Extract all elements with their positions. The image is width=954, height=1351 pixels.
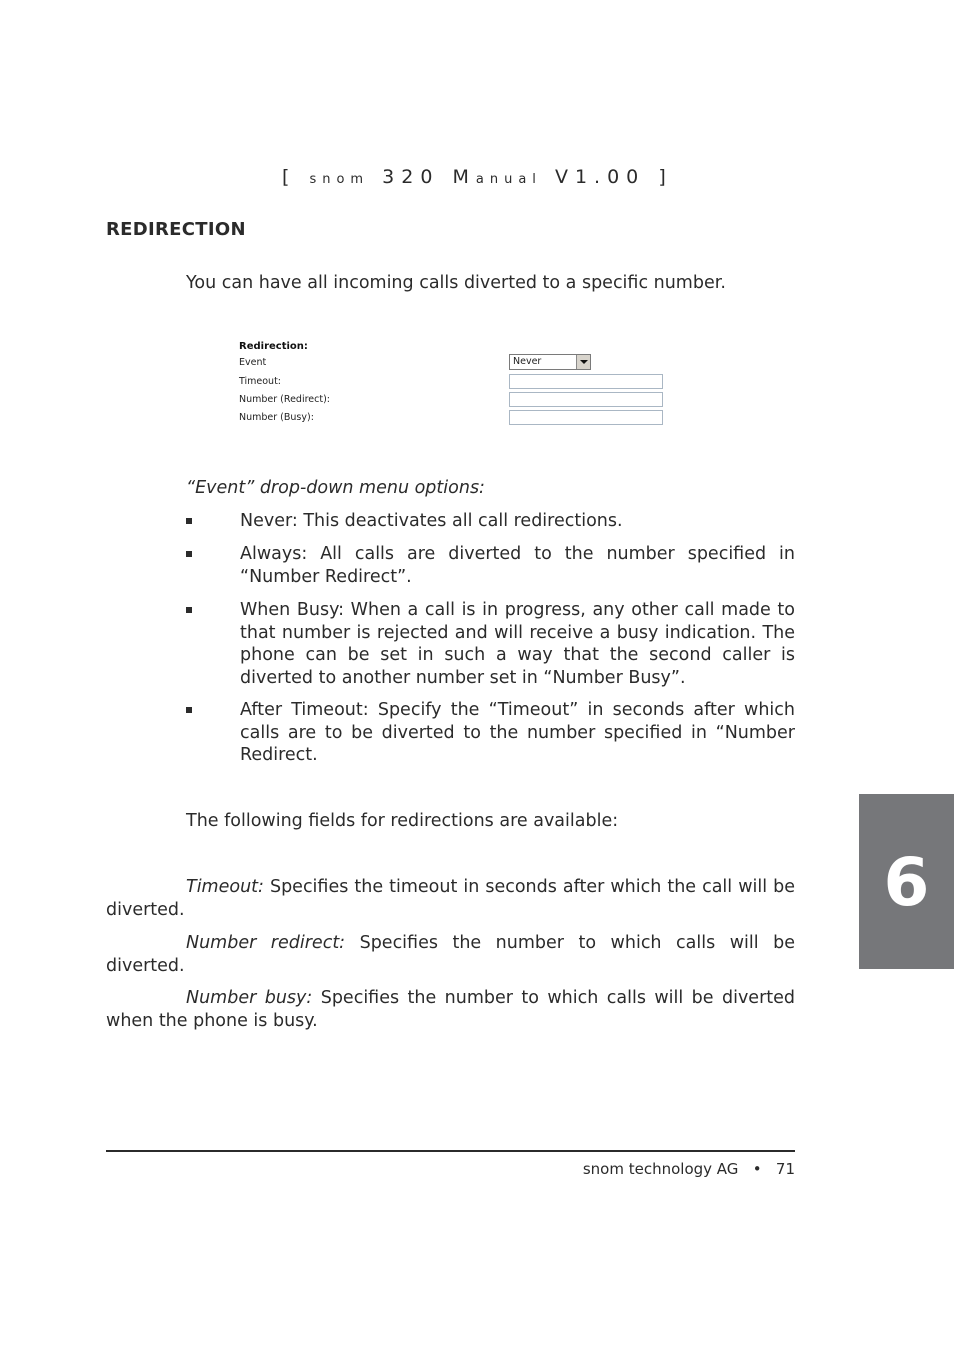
footer-rule: [106, 1150, 795, 1152]
header-manual-initial: M: [452, 166, 476, 188]
event-label: Event: [239, 357, 267, 368]
field-number-busy: [106, 987, 795, 1032]
dropdown-arrow-icon[interactable]: [576, 355, 590, 369]
bullet-icon: [186, 518, 192, 524]
bullet-icon: [186, 707, 192, 713]
field-number-redirect: [106, 932, 795, 977]
option-after-timeout: After Timeout: Specify the “Timeout” in seconds after which calls are to be diverted to the number specified in “Number Redirect.: [240, 700, 795, 765]
header-manual: [452, 166, 541, 188]
field-desc: Specifies the number to which calls will be diverted when the phone is busy.: [106, 988, 795, 1031]
header-open-bracket: [: [282, 166, 297, 188]
event-select-value: Never: [513, 356, 542, 367]
number-busy-label: Number (Busy):: [239, 412, 314, 423]
menu-options-heading: “Event” drop-down menu options:: [186, 478, 485, 498]
header-brand: snom: [309, 172, 370, 187]
number-busy-input[interactable]: [509, 410, 663, 425]
bullet-icon: [186, 551, 192, 557]
number-redirect-label: Number (Redirect):: [239, 394, 330, 405]
intro-paragraph: You can have all incoming calls diverted to a specific number.: [186, 273, 726, 293]
footer-company: snom technology AG: [582, 1160, 739, 1178]
event-select[interactable]: [509, 354, 591, 370]
option-never: Never: This deactivates all call redirections.: [240, 511, 623, 531]
fields-intro: The following fields for redirections are available:: [186, 811, 619, 831]
page-number: 71: [775, 1160, 795, 1178]
field-term: Timeout:: [186, 877, 264, 897]
field-timeout: [106, 876, 795, 921]
page-footer: [540, 1160, 795, 1178]
field-desc: Specifies the timeout in seconds after which the call will be diverted.: [106, 877, 795, 920]
chapter-number: 6: [883, 844, 930, 921]
header-model: 320: [382, 166, 440, 188]
field-term: Number busy:: [186, 988, 313, 1008]
header-version: V1.00: [554, 166, 646, 188]
option-always: Always: All calls are diverted to the number specified in “Number Redirect”.: [240, 544, 795, 587]
header-close-bracket: ]: [658, 166, 673, 188]
chapter-tab: [859, 794, 954, 969]
footer-separator: •: [752, 1160, 762, 1178]
field-term: Number redirect:: [186, 933, 346, 953]
header-manual-rest: anual: [475, 172, 542, 187]
field-desc: Specifies the number to which calls will be diverted.: [106, 933, 795, 976]
timeout-input[interactable]: [509, 374, 663, 389]
option-when-busy: When Busy: When a call is in progress, any other call made to that number is rejected and will receive a busy indication. The phone can be set in such a way that the second caller is diverted to another number set in “Number Busy”.: [240, 600, 795, 688]
form-title: Redirection:: [239, 341, 308, 352]
redirection-form-screenshot: [238, 340, 668, 432]
timeout-label: Timeout:: [239, 376, 282, 387]
bullet-icon: [186, 607, 192, 613]
number-redirect-input[interactable]: [509, 392, 663, 407]
running-header: [282, 166, 673, 188]
section-title: REDIRECTION: [106, 219, 246, 240]
